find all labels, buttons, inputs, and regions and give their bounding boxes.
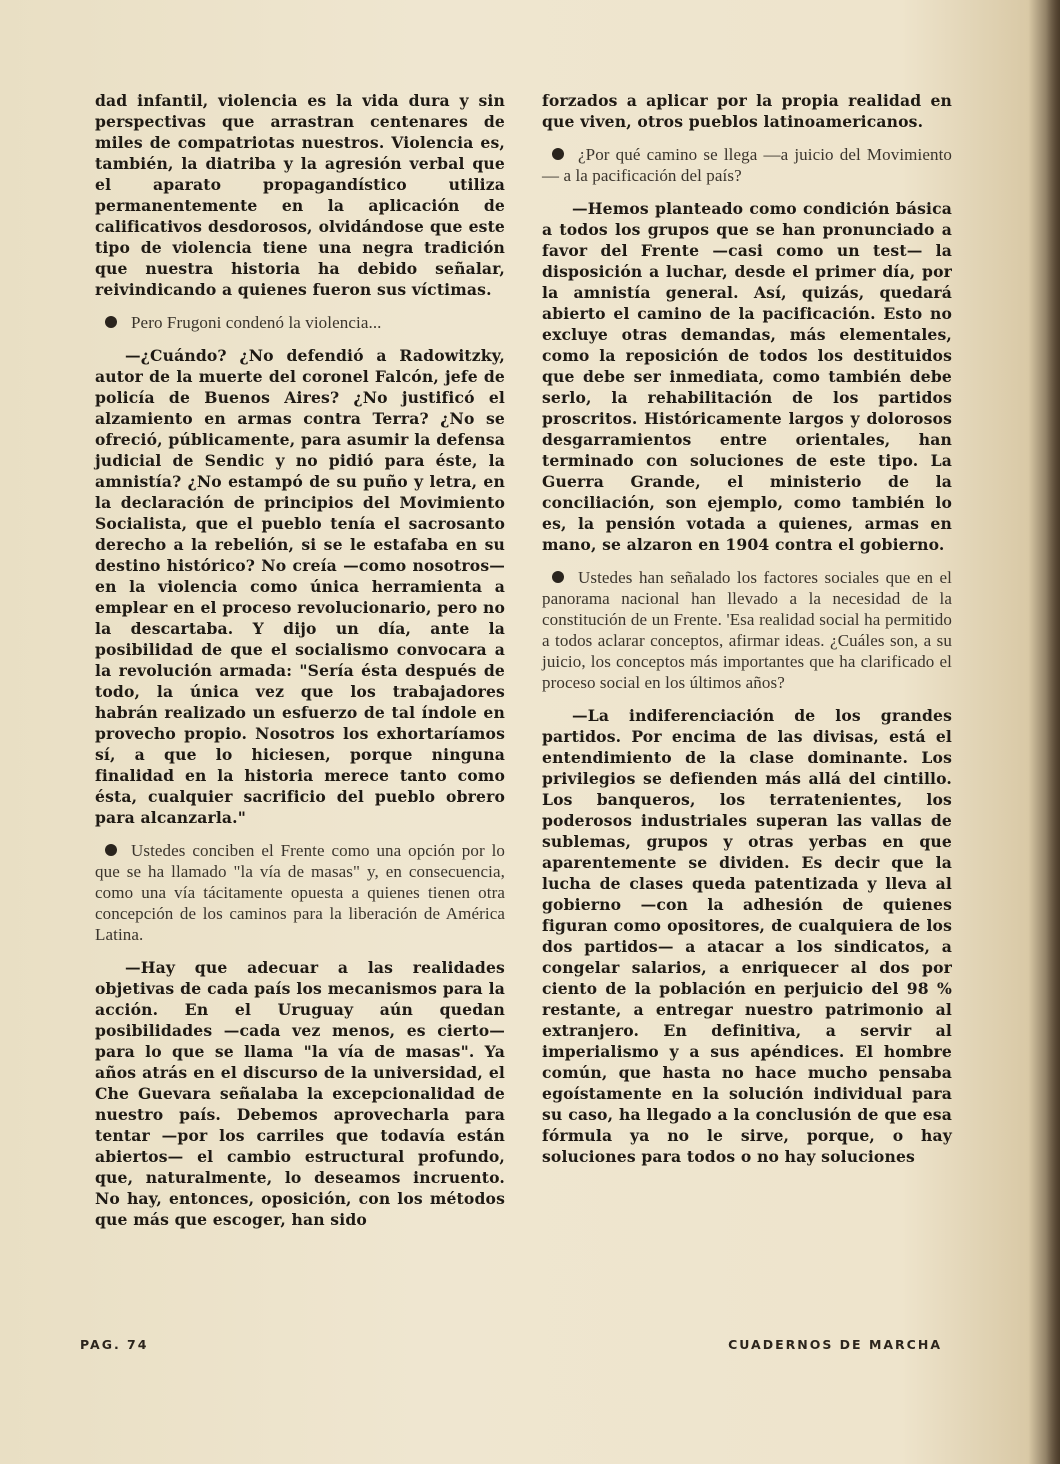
left-column (95, 90, 505, 1230)
question-paragraph (95, 840, 505, 945)
binding-shadow (1046, 0, 1060, 1464)
right-column (542, 90, 952, 1167)
question-paragraph (542, 144, 952, 186)
answer-text: —La indiferenciación de los grandes partidos. Por encima de las divisas, está el entendimiento de la clase dominante. Los privilegios se defienden más allá del cintillo. Los banqueros, los terratenientes, los poderosos industriales superan las vallas de sublemas, grupos y otras yerbas en que aparentemente se dividen. Es decir que la lucha de clases queda patentizada y lleva al gobierno —con la adhesión de quienes figuran como opositores, de cualquiera de los dos partidos— a atacar a los sindicatos, a congelar salarios, a enriquecer al dos por ciento de la población en perjuicio del 98 % restante, a entregar nuestro patrimonio al extranjero. En definitiva, a servir al imperialismo y a sus apéndices. El hombre común, que hasta no hace mucho pensaba egoístamente en la solución individual para su caso, ha llegado a la conclusión de que esa fórmula ya no le sirve, porque, o hay soluciones para todos o no hay soluciones (542, 706, 952, 1166)
question-text: ¿Por qué camino se llega —a juicio del Movimiento— a la pacificación del país? (542, 145, 952, 185)
page-footer (80, 1337, 942, 1357)
answer-text: —¿Cuándo? ¿No defendió a Radowitzky, autor de la muerte del coronel Falcón, jefe de policía de Buenos Aires? ¿No justificó el alzamiento en armas contra Terra? ¿No se ofreció, públicamente, para asumir la defensa judicial de Sendic y no pidió para éste, la amnistía? ¿No estampó de su puño y letra, en la declaración de principios del Movimiento Socialista, que el pueblo tenía el sacrosanto derecho a la rebelión, si se le estafaba en su destino histórico? No creía —como nosotros— en la violencia como única herramienta a emplear en el proceso revolucionario, pero no la descartaba. Y dijo un día, ante la posibilidad de que el socialismo convocara a la revolución armada: "Sería ésta después de todo, la única vez que los trabajadores habrán realizado un esfuerzo de tal índole en provecho propio. Nosotros los exhortaríamos sí, a que lo hiciesen, porque ninguna finalidad en la historia merece tanto como ésta, cualquier sacrificio del pueblo obrero para alcanzarla." (95, 346, 505, 827)
answer-text: —Hay que adecuar a las realidades objetivas de cada país los mecanismos para la acción. En el Uruguay aún quedan posibilidades —cada vez menos, es cierto— para lo que se llama "la vía de masas". Ya años atrás en el discurso de la universidad, el Che Guevara señalaba la excepcionalidad de nuestro país. Debemos aprovecharla para tentar —por los carriles que todavía están abiertos— el cambio estructural profundo, que, naturalmente, lo deseamos incruento. No hay, entonces, oposición, con los métodos que más que escoger, han sido (95, 958, 505, 1229)
question-text: Ustedes conciben el Frente como una opción por lo que se ha llamado "la vía de masas" y, en consecuencia, como una vía tácitamente opuesta a quienes tienen otra concepción de los caminos para la liberación de América Latina. (95, 841, 505, 944)
magazine-title: CUADERNOS DE MARCHA (728, 1337, 942, 1352)
answer-paragraph: forzados a aplicar por la propia realidad en que viven, otros pueblos latinoamericanos. (542, 91, 952, 131)
page-number: PAG. 74 (80, 1337, 149, 1352)
question-paragraph (542, 567, 952, 693)
answer-paragraph (95, 345, 505, 828)
answer-text: —Hemos planteado como condición básica a todos los grupos que se han pronunciado a favor del Frente —casi como un test— la disposición a luchar, desde el primer día, por la amnistía general. Así, quizás, quedará abierto el camino de la pacificación. Esto no excluye otras demandas, más elementales, como la reposición de todos los destituidos que debe ser inmediata, como también debe serlo, la rehabilitación de los partidos proscritos. Históricamente largos y dolorosos desgarramientos entre orientales, han terminado con soluciones de este tipo. La Guerra Grande, el ministerio de la conciliación, son ejemplo, como también lo es, la pensión votada a quienes, armas en mano, se alzaron en 1904 contra el gobierno. (542, 199, 952, 554)
question-text: Pero Frugoni condenó la violencia... (131, 313, 382, 332)
question-paragraph (95, 312, 505, 333)
question-text: Ustedes han señalado los factores sociales que en el panorama nacional han llevado a la necesidad de la constitución de un Frente. 'Esa realidad social ha permitido a todos aclarar conceptos, afirmar ideas. ¿Cuáles son, a su juicio, los conceptos más importantes que ha clarificado el proceso social en los últimos años? (542, 568, 952, 692)
bullet-dot-icon (105, 316, 117, 328)
answer-paragraph (542, 198, 952, 555)
bullet-dot-icon (105, 844, 117, 856)
answer-paragraph (95, 957, 505, 1230)
answer-paragraph: dad infantil, violencia es la vida dura y sin perspectivas que arrastran centenares de miles de compatriotas nuestros. Violencia es, también, la diatriba y la agresión verbal que el aparato propagandístico utiliza permanentemente en la aplicación de calificativos desdorosos, olvidándose que este tipo de violencia tiene una negra tradición que nuestra historia ha debido señalar, reivindicando a quienes fueron sus víctimas. (95, 91, 505, 299)
bullet-dot-icon (552, 148, 564, 160)
answer-paragraph (542, 705, 952, 1167)
bullet-dot-icon (552, 571, 564, 583)
